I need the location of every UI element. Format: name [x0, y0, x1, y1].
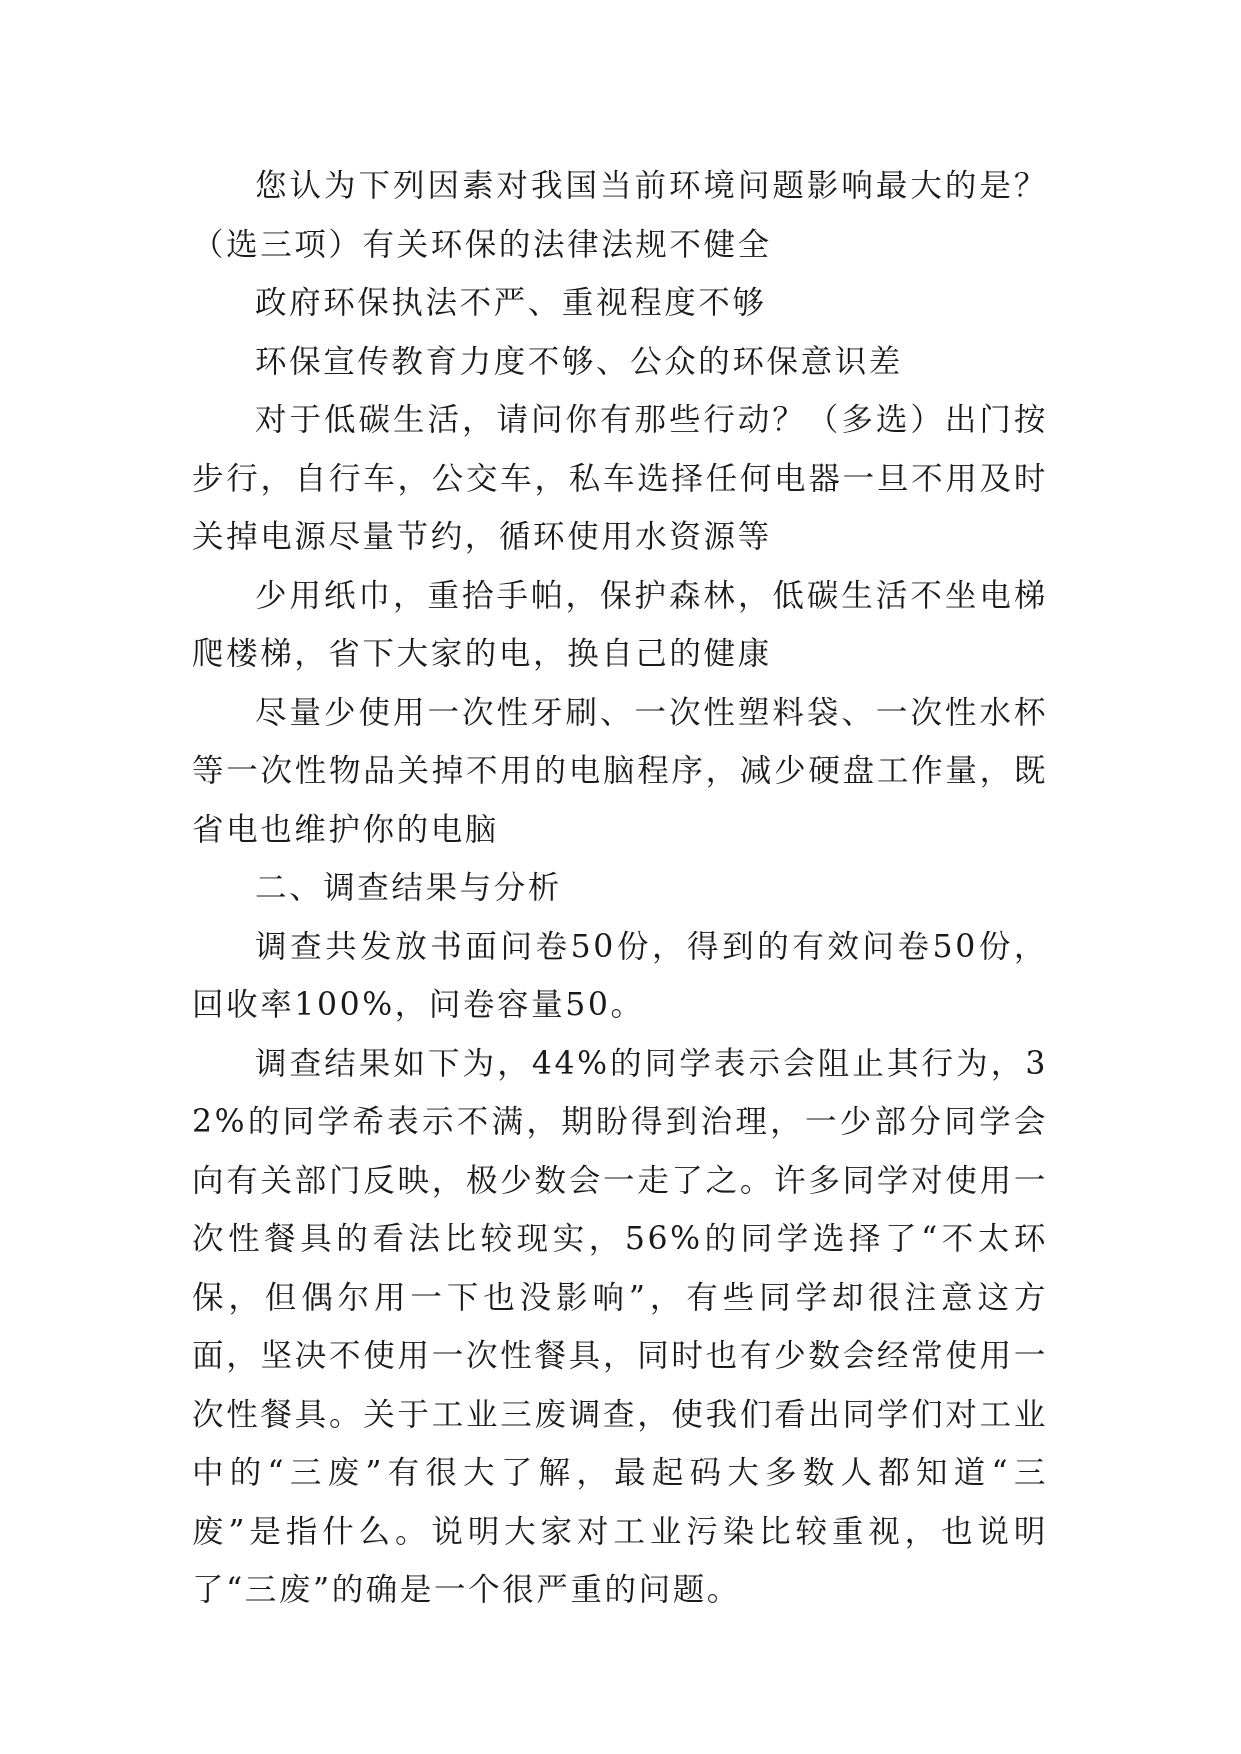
section-heading-results: 二、调查结果与分析 — [255, 870, 562, 906]
paragraph-low-carbon-actions: 对于低碳生活，请问你有那些行动？（多选）出门按步行，自行车，公交车，私车选择任何电器一旦不用及时关掉电源尽量节约，循环使用水资源等 — [192, 402, 1048, 555]
paragraph-save-paper: 少用纸巾，重拾手帕，保护森林，低碳生活不坐电梯爬楼梯，省下大家的电，换自己的健康 — [192, 577, 1048, 672]
paragraph-publicity-education: 环保宣传教育力度不够、公众的环保意识差 — [255, 343, 903, 380]
paragraph-survey-results: 调查结果如下为，44%的同学表示会阻止其行为，32%的同学希表示不满，期盼得到治理，一少部分同学会向有关部门反映，极少数会一走了之。许多同学对使用一次性餐具的看法比较现实，56%的同学选择了“不太环保，但偶尔用一下也没影响”，有些同学却很注意这方面，坚决不使用一次性餐具，同时也有少数会经常使用一次性餐具。关于工业三废调查，使我们看出同学们对工业中的“三废”有很大了解，最起码大多数人都知道“三废”是指什么。说明大家对工业污染比较重视，也说明了“三废”的确是一个很严重的问题。 — [192, 1045, 1048, 1608]
paragraph-government-enforcement: 政府环保执法不严、重视程度不够 — [255, 285, 767, 321]
paragraph-disposable-items: 尽量少使用一次性牙刷、一次性塑料袋、一次性水杯等一次性物品关掉不用的电脑程序，减少硬盘工作量，既省电也维护你的电脑 — [192, 694, 1048, 848]
paragraph-survey-count: 调查共发放书面问卷50份，得到的有效问卷50份，回收率100%，问卷容量50。 — [192, 928, 1048, 1023]
document-body — [192, 157, 1048, 1620]
paragraph-question-factors: 您认为下列因素对我国当前环境问题影响最大的是？（选三项）有关环保的法律法规不健全 — [192, 168, 1048, 263]
